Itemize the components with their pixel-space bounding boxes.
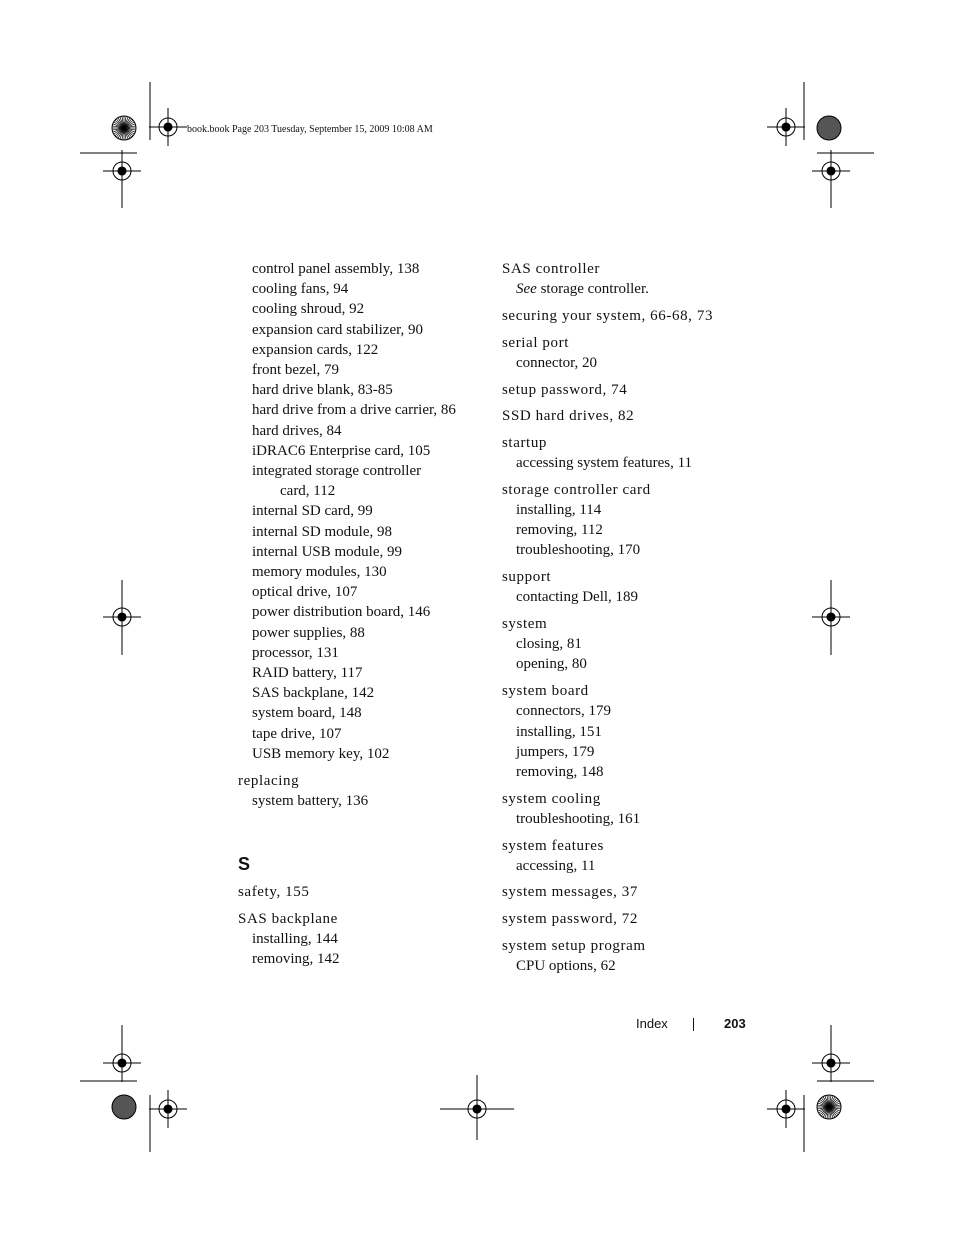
index-main-entry: system password, 72 [502,911,638,928]
gray-target-icon [817,116,841,140]
index-sub-entry: processor, 131 [252,644,339,661]
index-sub-entry: opening, 80 [516,656,587,673]
print-slug-header: book.book Page 203 Tuesday, September 15, 2009 10:08 AM [187,124,433,135]
index-sub-entry: accessing, 11 [516,857,596,874]
index-sub-entry: front bezel, 79 [252,362,340,379]
index-main-entry: system messages, 37 [502,884,638,901]
index-sub-entry: internal SD card, 99 [252,503,373,520]
index-sub-entry: memory modules, 130 [252,564,387,581]
index-main-entry: system setup program [502,937,646,954]
index-sub-entry: closing, 81 [516,636,582,653]
index-sub-entry: connectors, 179 [516,703,611,720]
index-sub-entry: troubleshooting, 161 [516,810,641,827]
index-sub-entry: troubleshooting, 170 [516,542,641,559]
gray-target-icon [112,1095,136,1119]
index-main-entry: system [502,616,548,633]
index-sub-entry: contacting Dell, 189 [516,589,639,606]
footer-section-label: Index [636,1016,668,1031]
index-sub-entry: tape drive, 107 [252,725,342,742]
index-main-entry: SAS backplane [238,910,338,927]
index-section-letter: S [238,853,251,874]
index-main-entry: replacing [238,772,300,789]
index-sub-entry: expansion card stabilizer, 90 [252,321,424,338]
index-sub-entry: RAID battery, 117 [252,665,363,682]
see-reference-target: storage controller. [536,281,649,298]
index-main-entry: SAS controller [502,261,600,277]
index-main-entry: serial port [502,334,569,351]
index-sub-entry: jumpers, 179 [516,743,595,760]
index-sub-entry: system board, 148 [252,705,362,722]
index-main-entry: support [502,569,552,586]
index-sub-entry-continuation: card, 112 [280,483,336,500]
index-column-left [238,259,483,969]
index-sub-entry: connector, 20 [516,354,598,371]
index-sub-entry: installing, 114 [516,502,602,519]
index-sub-entry: internal USB module, 99 [252,543,402,560]
index-sub-entry: optical drive, 107 [252,584,358,601]
footer-separator [693,1018,694,1031]
index-sub-entry: CPU options, 62 [516,958,616,975]
index-sub-entry: installing, 144 [252,930,338,947]
index-sub-entry: power distribution board, 146 [252,604,431,621]
index-main-entry: storage controller card [502,481,651,498]
index-sub-entry: SAS backplane, 142 [252,685,375,702]
index-main-entry: startup [502,434,548,451]
index-main-entry: setup password, 74 [502,381,628,398]
index-sub-entry: power supplies, 88 [252,624,365,641]
index-sub-entry: removing, 148 [516,763,604,780]
index-sub-entry: expansion cards, 122 [252,341,379,358]
index-sub-entry: hard drives, 84 [252,422,342,439]
index-sub-entry: hard drive from a drive carrier, 86 [252,402,456,419]
index-sub-entry: cooling shroud, 92 [252,301,365,318]
index-sub-entry: internal SD module, 98 [252,523,392,540]
index-sub-entry: hard drive blank, 83-85 [252,382,393,399]
index-sub-entry: integrated storage controller [252,463,422,480]
index-sub-entry: removing, 112 [516,522,603,539]
index-sub-entry: USB memory key, 102 [252,745,390,762]
see-reference-label: See [516,281,537,298]
index-sub-entry: system battery, 136 [252,792,369,809]
index-main-entry: securing your system, 66-68, 73 [502,307,714,324]
index-sub-entry: iDRAC6 Enterprise card, 105 [252,442,431,459]
index-sub-entry: accessing system features, 11 [516,455,693,472]
index-sub-entry: control panel assembly, 138 [252,261,420,277]
index-column-right [502,259,762,976]
index-sub-entry [502,279,762,299]
index-main-entry: safety, 155 [238,883,310,900]
index-main-entry: system cooling [502,790,601,807]
index-main-entry: system features [502,837,604,854]
page-number: 203 [724,1016,746,1031]
index-sub-entry: cooling fans, 94 [252,281,349,298]
index-sub-entry: removing, 142 [252,951,340,968]
index-sub-entry: installing, 151 [516,723,602,740]
index-main-entry: system board [502,683,589,700]
index-main-entry: SSD hard drives, 82 [502,408,635,425]
